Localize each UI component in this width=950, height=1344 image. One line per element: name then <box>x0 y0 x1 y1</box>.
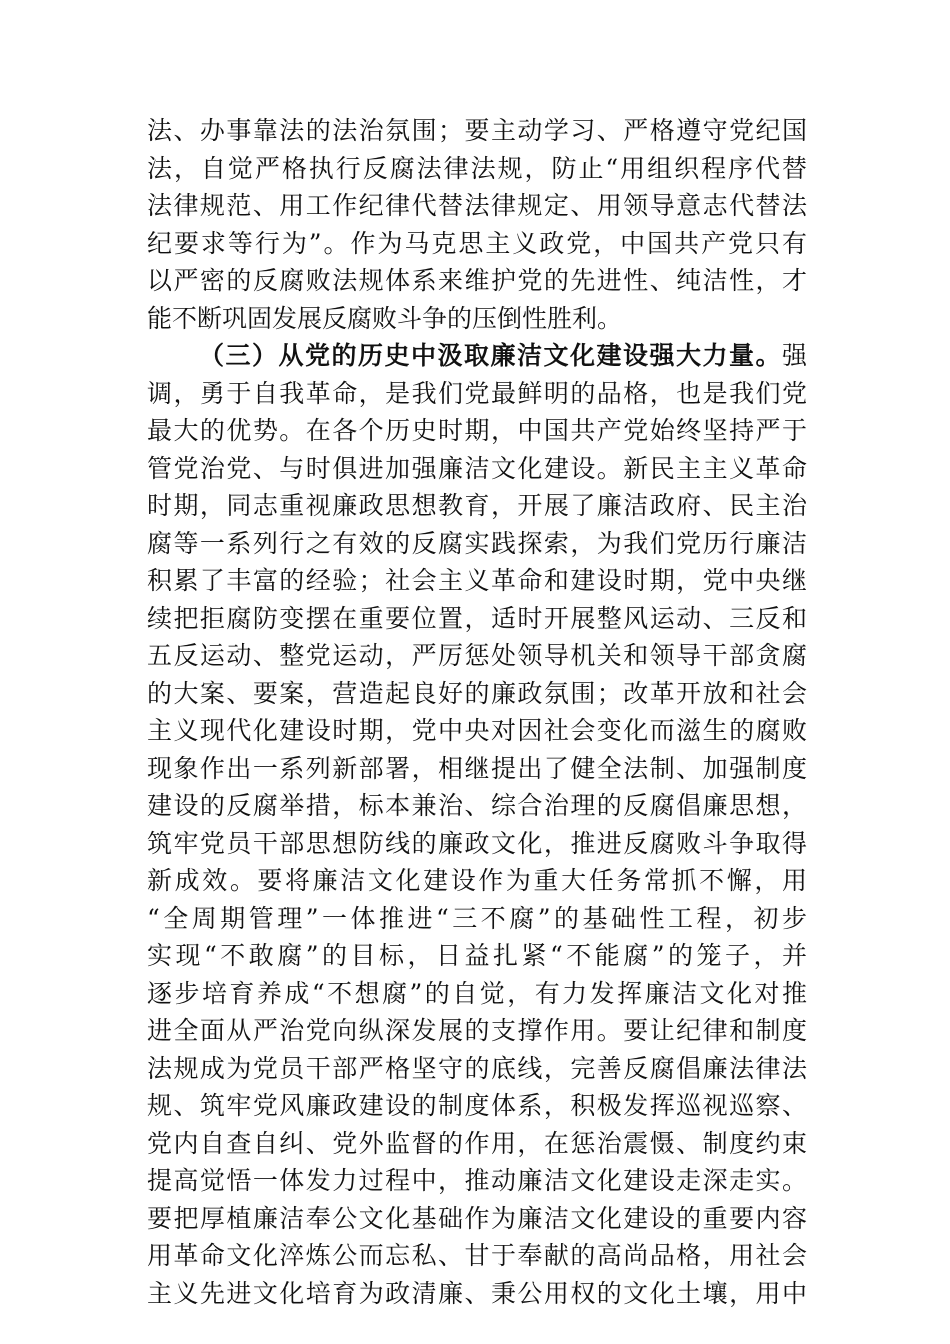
text-line: 筑牢党员干部思想防线的廉政文化，推进反腐败斗争取得 <box>147 828 807 858</box>
text-line: 进全面从严治党向纵深发展的支撑作用。要让纪律和制度 <box>147 1016 807 1045</box>
text-line: 纪要求等行为”。作为马克思主义政党，中国共产党只有 <box>147 228 807 258</box>
text-line: 的大案、要案，营造起良好的廉政氛围；改革开放和社会 <box>147 678 807 708</box>
text-line: 逐步培育养成“不想腐”的自觉，有力发挥廉洁文化对推 <box>147 978 807 1008</box>
text-line: 五反运动、整党运动，严厉惩处领导机关和领导干部贪腐 <box>147 641 807 670</box>
text-line: 腐等一系列行之有效的反腐实践探索，为我们党历行廉洁 <box>147 528 807 558</box>
text-line: 主义现代化建设时期，党中央对因社会变化而滋生的腐败 <box>147 716 807 745</box>
section-heading: （三）从党的历史中汲取廉洁文化建设强大力量。 <box>199 341 782 370</box>
text-line: 时期，同志重视廉政思想教育，开展了廉洁政府、民主治 <box>147 491 807 520</box>
text-line: 积累了丰富的经验；社会主义革命和建设时期，党中央继 <box>147 566 807 595</box>
text-line: 要把厚植廉洁奉公文化基础作为廉洁文化建设的重要内容 <box>147 1203 807 1233</box>
text-line: 调，勇于自我革命，是我们党最鲜明的品格，也是我们党 <box>147 378 807 408</box>
text-line: 最大的优势。在各个历史时期，中国共产党始终坚持严于 <box>147 416 807 445</box>
text-line: 管党治党、与时俱进加强廉洁文化建设。新民主主义革命 <box>147 453 807 483</box>
text-line: 规、筑牢党风廉政建设的制度体系，积极发挥巡视巡察、 <box>147 1091 807 1120</box>
text-line: 法，自觉严格执行反腐法律法规，防止“用组织程序代替 <box>147 153 807 183</box>
text-line: 以严密的反腐败法规体系来维护党的先进性、纯洁性，才 <box>147 266 807 295</box>
text-line: 用革命文化淬炼公而忘私、甘于奉献的高尚品格，用社会 <box>147 1241 807 1270</box>
text-line: 能不断巩固发展反腐败斗争的压倒性胜利。 <box>147 303 623 333</box>
text-line: 新成效。要将廉洁文化建设作为重大任务常抓不懈，用 <box>147 866 807 895</box>
text-line: 提高觉悟一体发力过程中，推动廉洁文化建设走深走实。 <box>147 1166 807 1195</box>
heading-line-continuation: 强 <box>781 341 807 370</box>
body-text <box>147 112 807 1312</box>
text-line: 主义先进文化培育为政清廉、秉公用权的文化土壤，用中 <box>147 1278 807 1308</box>
text-line: 续把拒腐防变摆在重要位置，适时开展整风运动、三反和 <box>147 603 807 633</box>
text-line: 法规成为党员干部严格坚守的底线，完善反腐倡廉法律法 <box>147 1053 807 1083</box>
text-line: 建设的反腐举措，标本兼治、综合治理的反腐倡廉思想， <box>147 791 807 820</box>
text-line: 法律规范、用工作纪律代替法律规定、用领导意志代替法 <box>147 191 807 220</box>
text-line: “全周期管理”一体推进“三不腐”的基础性工程，初步 <box>147 903 807 933</box>
text-line: 实现“不敢腐”的目标，日益扎紧“不能腐”的笼子，并 <box>147 941 807 970</box>
text-line: 法、办事靠法的法治氛围；要主动学习、严格遵守党纪国 <box>147 116 807 145</box>
section-heading-line <box>147 337 807 375</box>
text-line: 现象作出一系列新部署，相继提出了健全法制、加强制度 <box>147 753 807 783</box>
text-line: 党内自查自纠、党外监督的作用，在惩治震慑、制度约束 <box>147 1128 807 1158</box>
